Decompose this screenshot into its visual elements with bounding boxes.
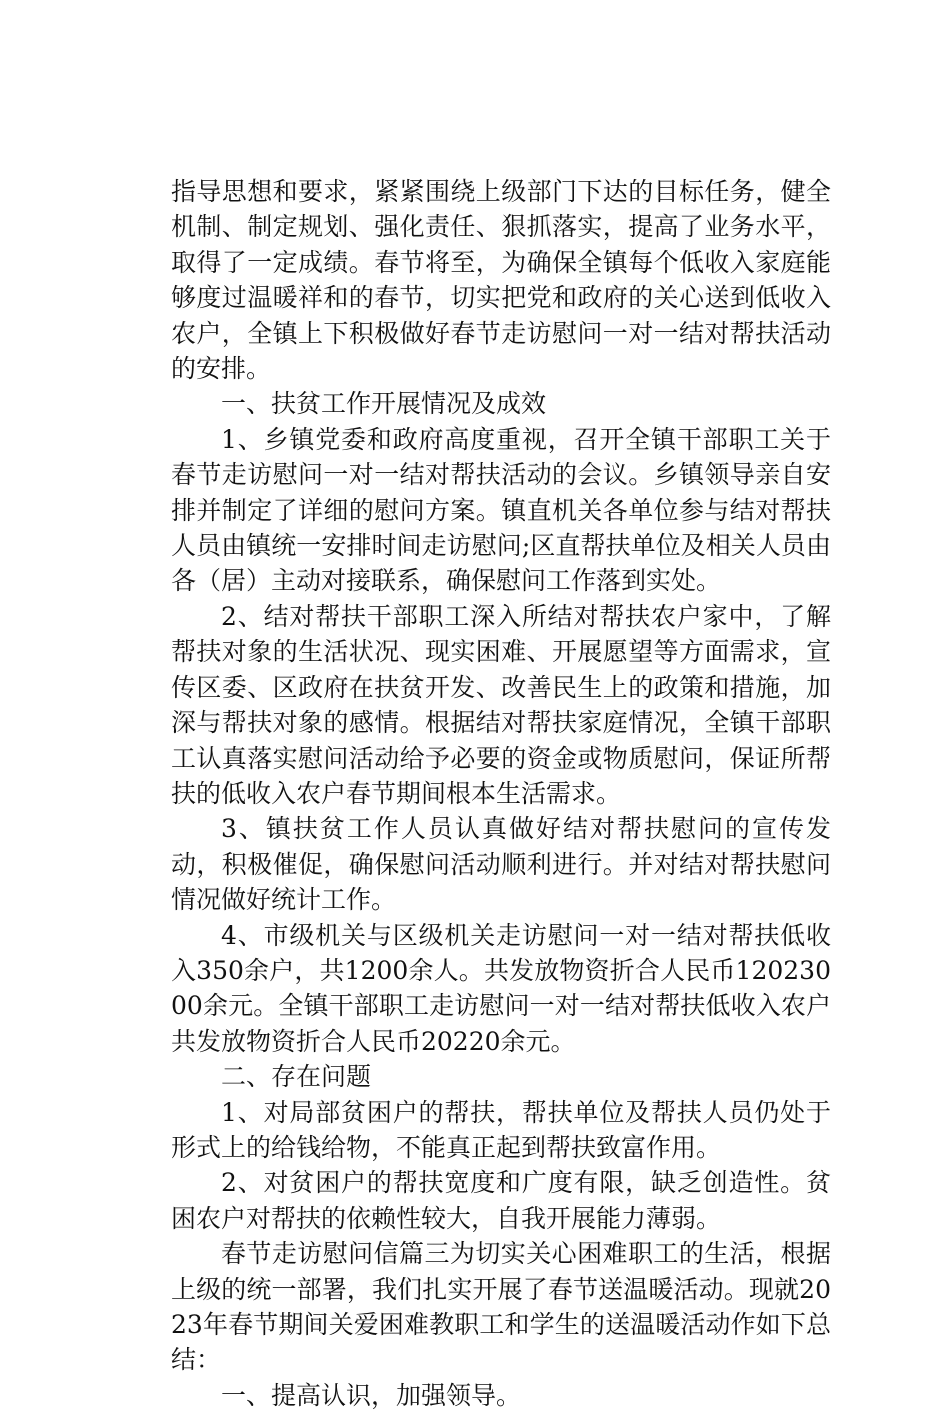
paragraph-intro-continuation: 指导思想和要求，紧紧围绕上级部门下达的目标任务，健全机制、制定规划、强化责任、狠抓落实，提高了业务水平，取得了一定成绩。春节将至，为确保全镇每个低收入家庭能够度过温暖祥和的春节，切实把党和政府的关心送到低收入农户，全镇上下积极做好春节走访慰问一对一结对帮扶活动的安排。 (171, 177, 831, 384)
document-body (171, 174, 831, 1413)
section-heading-awareness: 一、提高认识，加强领导。 (221, 1380, 522, 1410)
paragraph-item-3: 3、镇扶贫工作人员认真做好结对帮扶慰问的宣传发动，积极催促，确保慰问活动顺利进行。并对结对帮扶慰问情况做好统计工作。 (171, 814, 831, 915)
paragraph-part-three: 春节走访慰问信篇三为切实关心困难职工的生活，根据上级的统一部署，我们扎实开展了春节送温暖活动。现就2023年春节期间关爱困难教职工和学生的送温暖活动作如下总结： (171, 1239, 831, 1375)
paragraph-problem-1: 1、对局部贫困户的帮扶，帮扶单位及帮扶人员仍处于形式上的给钱给物，不能真正起到帮扶致富作用。 (171, 1097, 831, 1162)
section-heading-poverty-work: 一、扶贫工作开展情况及成效 (221, 389, 547, 419)
paragraph-problem-2: 2、对贫困户的帮扶宽度和广度有限，缺乏创造性。贫困农户对帮扶的依赖性较大，自我开展能力薄弱。 (171, 1168, 831, 1233)
paragraph-item-1: 1、乡镇党委和政府高度重视，召开全镇干部职工关于春节走访慰问一对一结对帮扶活动的会议。乡镇领导亲自安排并制定了详细的慰问方案。镇直机关各单位参与结对帮扶人员由镇统一安排时间走访慰问;区直帮扶单位及相关人员由各（居）主动对接联系，确保慰问工作落到实处。 (171, 424, 831, 596)
paragraph-item-4: 4、市级机关与区级机关走访慰问一对一结对帮扶低收入350余户，共1200余人。共发放物资折合人民币12023000余元。全镇干部职工走访慰问一对一结对帮扶低收入农户共发放物资折合人民币20220余元。 (171, 920, 831, 1056)
paragraph-item-2: 2、结对帮扶干部职工深入所结对帮扶农户家中，了解帮扶对象的生活状况、现实困难、开展愿望等方面需求，宣传区委、区政府在扶贫开发、改善民生上的政策和措施，加深与帮扶对象的感情。根据结对帮扶家庭情况，全镇干部职工认真落实慰问活动给予必要的资金或物质慰问，保证所帮扶的低收入农户春节期间根本生活需求。 (171, 601, 831, 808)
section-heading-problems: 二、存在问题 (221, 1062, 372, 1092)
